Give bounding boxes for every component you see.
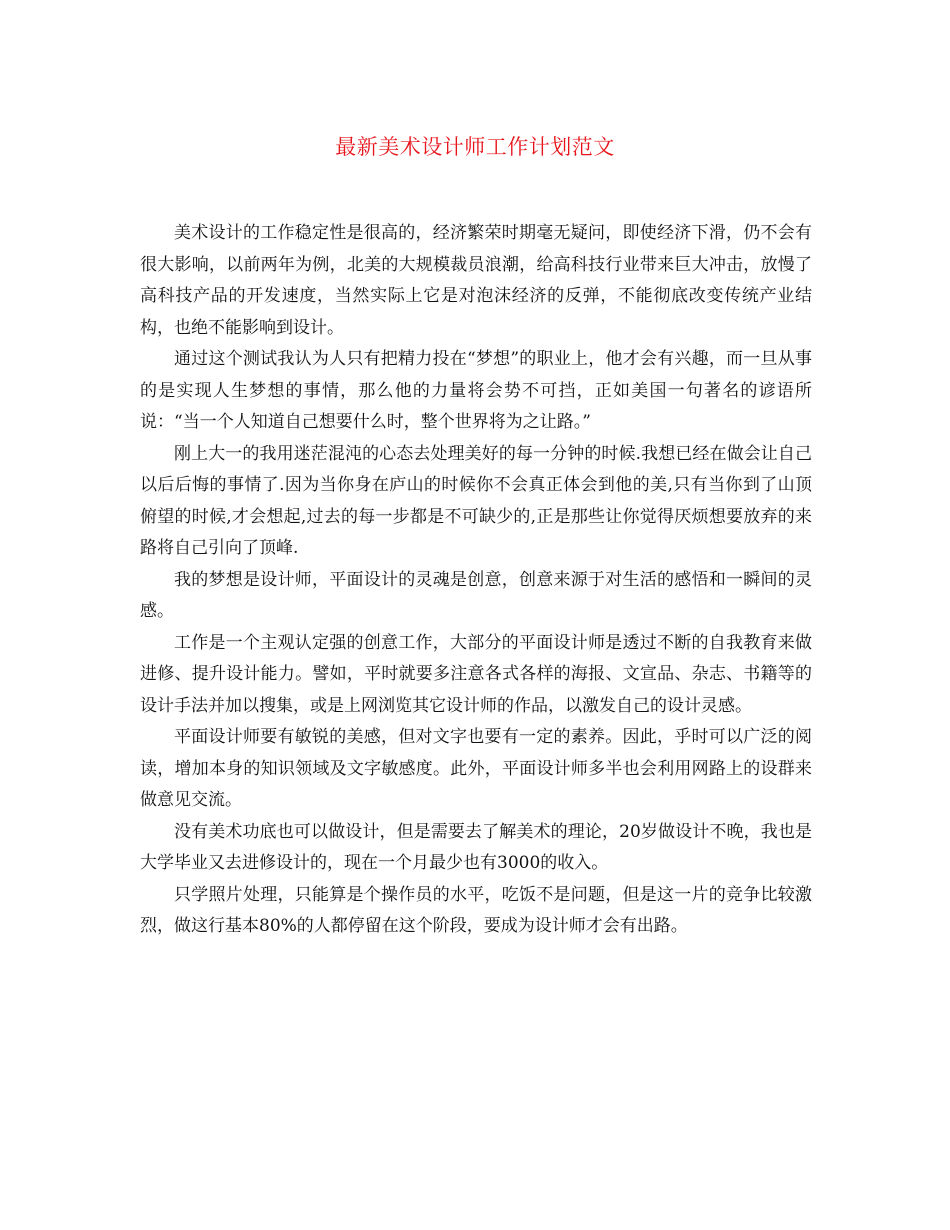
paragraph-4: 我的梦想是设计师，平面设计的灵魂是创意，创意来源于对生活的感悟和一瞬间的灵感。 — [140, 569, 812, 621]
paragraph-3: 刚上大一的我用迷茫混沌的心态去处理美好的每一分钟的时候.我想已经在做会让自己以后后悔的事情了.因为当你身在庐山的时候你不会真正体会到他的美,只有当你到了山顶俯望的时候,才会想起,过去的每一步都是不可缺少的,正是那些让你觉得厌烦想要放弃的来路将自己引向了顶峰. — [140, 443, 812, 558]
document-title: 最新美术设计师工作计划范文 — [335, 135, 615, 159]
paragraph-7: 没有美术功底也可以做设计，但是需要去了解美术的理论，20岁做设计不晚，我也是大学毕业又去进修设计的，现在一个月最少也有3000的收入。 — [140, 821, 812, 873]
paragraph-1: 美术设计的工作稳定性是很高的，经济繁荣时期毫无疑问，即使经济下滑，仍不会有很大影响，以前两年为例，北美的大规模裁员浪潮，给高科技行业带来巨大冲击，放慢了高科技产品的开发速度，当然实际上它是对泡沫经济的反弹，不能彻底改变传统产业结构，也绝不能影响到设计。 — [140, 223, 812, 338]
paragraph-6: 平面设计师要有敏锐的美感，但对文字也要有一定的素养。因此，乎时可以广泛的阅读，增加本身的知识领域及文字敏感度。此外，平面设计师多半也会利用网路上的设群来做意见交流。 — [140, 727, 812, 810]
paragraph-5: 工作是一个主观认定强的创意工作，大部分的平面设计师是透过不断的自我教育来做进修、提升设计能力。譬如，平时就要多注意各式各样的海报、文宣品、杂志、书籍等的设计手法并加以搜集，或是上网浏览其它设计师的作品，以激发自己的设计灵感。 — [140, 632, 812, 716]
document-body — [140, 218, 812, 943]
paragraph-2: 通过这个测试我认为人只有把精力投在“梦想”的职业上，他才会有兴趣，而一旦从事的是实现人生梦想的事情，那么他的力量将会势不可挡，正如美国一句著名的谚语所说：“当一个人知道自己想要什么时，整个世界将为之让路。” — [140, 349, 812, 432]
paragraph-8: 只学照片处理，只能算是个操作员的水平，吃饭不是问题，但是这一片的竞争比较激烈，做这行基本80%的人都停留在这个阶段，要成为设计师才会有出路。 — [140, 884, 812, 936]
